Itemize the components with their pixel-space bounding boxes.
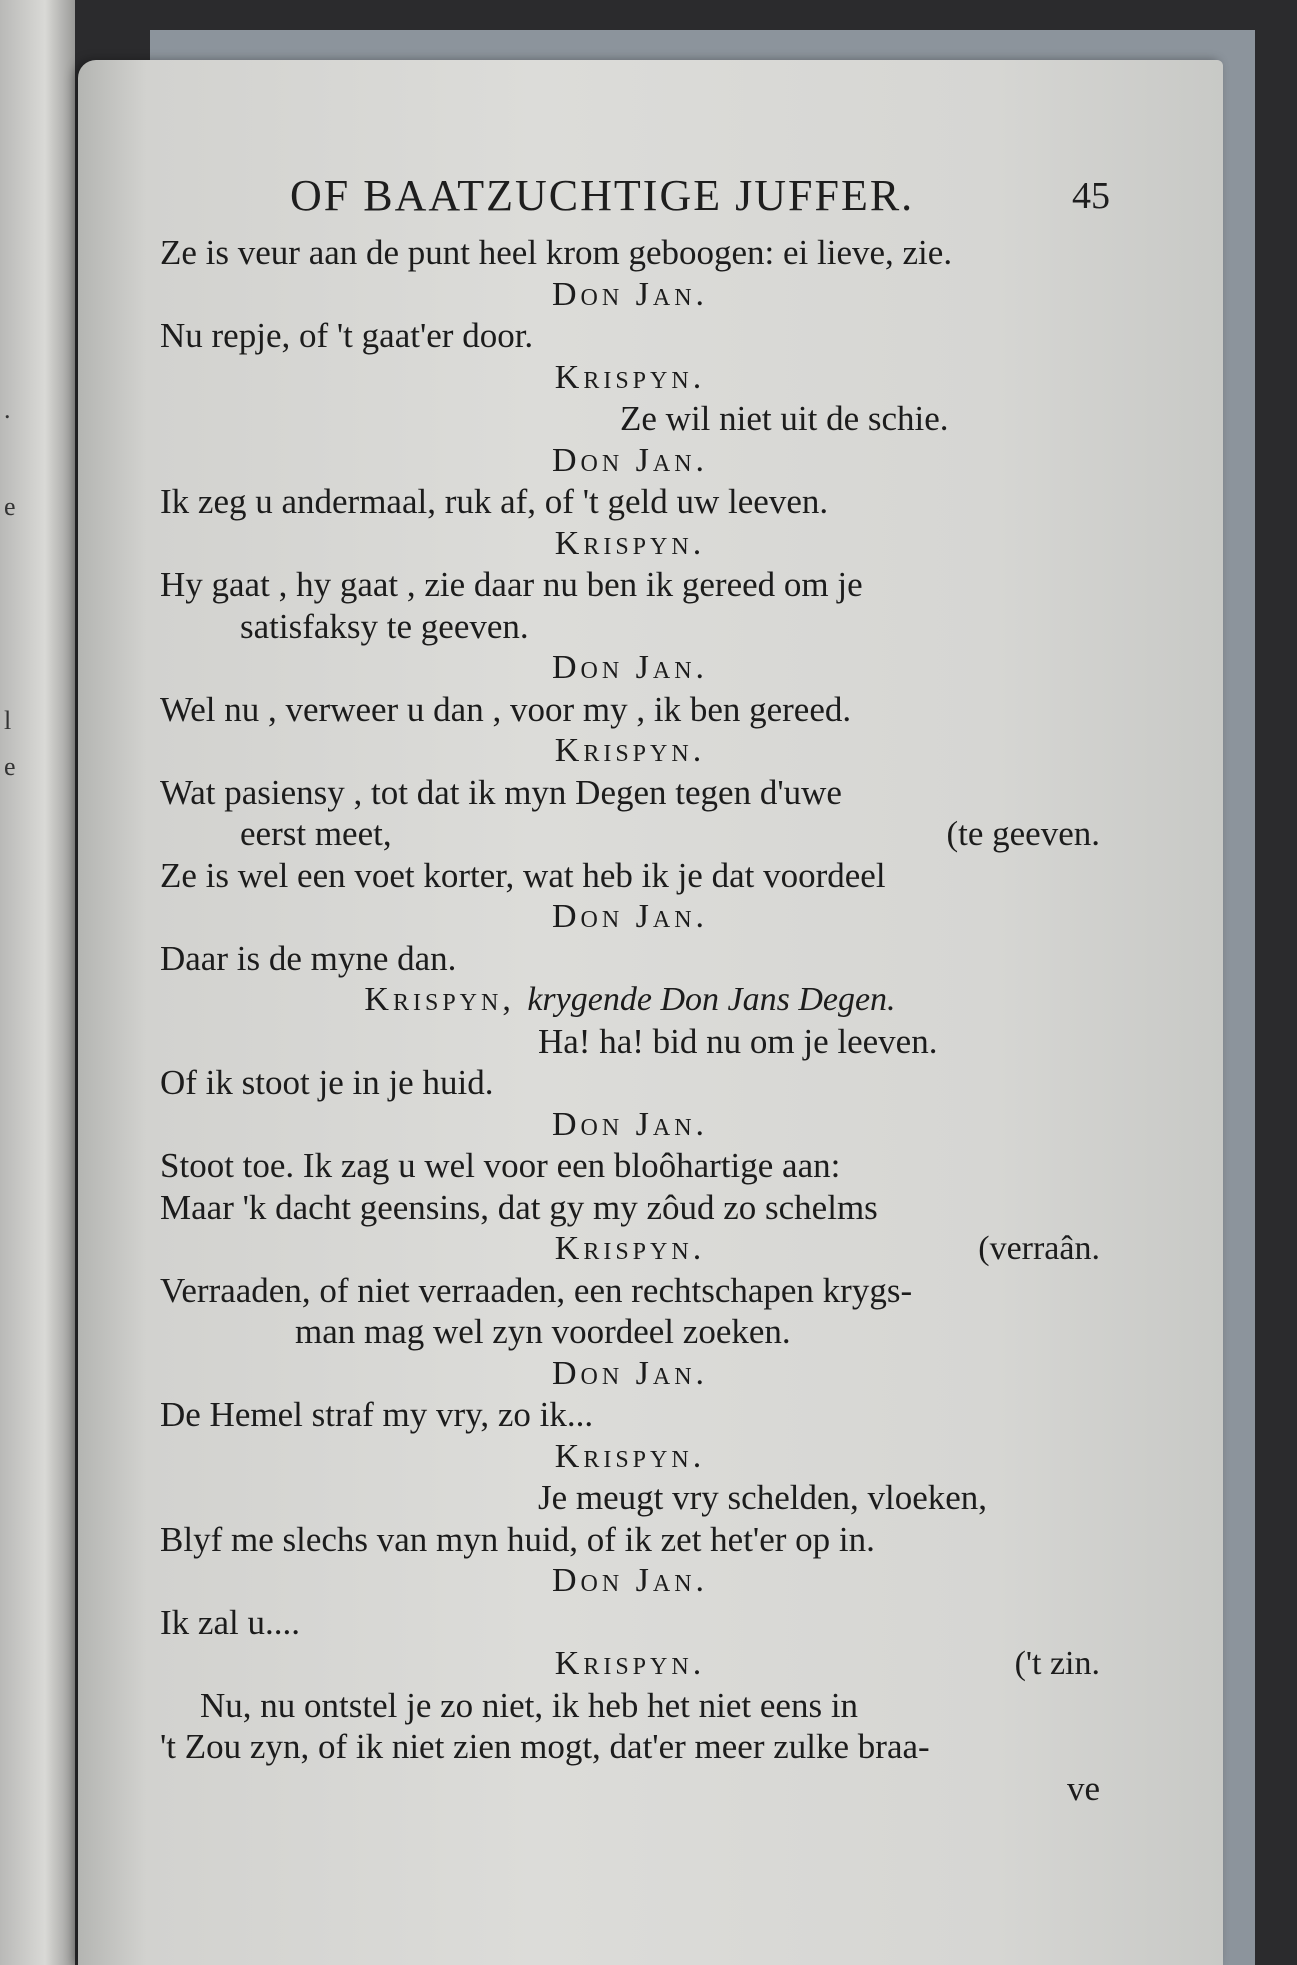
left-page-fragment: . <box>4 395 11 424</box>
verse-line: Verraaden, of niet verraaden, een rechtschapen krygs- <box>160 1270 913 1310</box>
speaker-name: Don Jan. <box>551 441 709 479</box>
speaker-name: Don Jan. <box>551 1562 709 1599</box>
speaker-name: Don Jan. <box>551 275 709 313</box>
running-title: OF BAATZUCHTIGE JUFFER. <box>290 171 915 220</box>
speaker-line <box>160 1228 1100 1270</box>
speaker-name: Krispyn. <box>554 1230 706 1267</box>
verse-line: De Hemel straf my vry, zo ik... <box>160 1395 594 1434</box>
catchword: ve <box>1066 1768 1100 1808</box>
speaker-with-stage-direction <box>160 979 1100 1021</box>
verse-line: Of ik stoot je in je huid. <box>160 1063 494 1102</box>
speaker-name: Don Jan. <box>551 1354 709 1392</box>
verse-line: Daar is de myne dan. <box>160 938 457 978</box>
speaker-name: Don Jan. <box>551 649 709 686</box>
verse-line: Ze wil niet uit de schie. <box>620 399 949 438</box>
verse-line: Ze is wel een voet korter, wat heb ik je dat voordeel <box>160 855 886 895</box>
verse-line: Wat pasiensy , tot dat ik myn Degen tegen d'uwe <box>160 772 842 812</box>
speaker-line <box>160 1643 1100 1685</box>
verse-line: Nu, nu ontstel je zo niet, ik heb het niet eens in <box>200 1685 859 1725</box>
turnover-text: (verraân. <box>978 1230 1100 1267</box>
verse-line: Ha! ha! bid nu om je leeven. <box>538 1021 938 1061</box>
stage-direction: krygende Don Jans Degen. <box>527 981 896 1018</box>
verse-line: Hy gaat , hy gaat , zie daar nu ben ik gereed om je <box>160 565 863 604</box>
speaker-name: Don Jan. <box>551 898 709 935</box>
speaker-name: Krispyn, <box>364 981 515 1018</box>
speaker-name: Krispyn. <box>554 1437 706 1475</box>
turnover-text: ('t zin. <box>1014 1645 1100 1682</box>
page-number: 45 <box>1072 175 1110 217</box>
verse-line: Wel nu , verweer u dan , voor my , ik ben gereed. <box>160 689 852 729</box>
verse-text: eerst meet, <box>240 814 392 853</box>
page-header <box>290 170 1110 222</box>
left-page-fragment: l <box>4 706 12 735</box>
verse-line: Ze is veur aan de punt heel krom geboogen: ei lieve, zie. <box>160 233 953 272</box>
verse-line: Ik zeg u andermaal, ruk af, of 't geld uw leeven. <box>160 482 829 521</box>
verse-line: Ik zal u.... <box>160 1602 300 1642</box>
verse-line: Stoot toe. Ik zag u wel voor een bloôhartige aan: <box>160 1146 841 1185</box>
verse-line: satisfaksy te geeven. <box>240 606 529 646</box>
verse-line <box>160 813 1100 855</box>
play-text <box>160 232 1100 1809</box>
left-page-fragment: e <box>4 492 16 521</box>
verse-line: Blyf me slechs van myn huid, of ik zet het'er op in. <box>160 1519 875 1559</box>
verse-line: Je meugt vry schelden, vloeken, <box>538 1478 988 1517</box>
speaker-name: Krispyn. <box>554 358 706 396</box>
verse-line: man mag wel zyn voordeel zoeken. <box>295 1312 791 1351</box>
verse-line: Maar 'k dacht geensins, dat gy my zôud zo schelms <box>160 1187 878 1227</box>
turnover-text: (te geeven. <box>946 814 1100 853</box>
left-page-fragment: e <box>4 752 16 781</box>
verse-line: 't Zou zyn, of ik niet zien mogt, dat'er meer zulke braa- <box>160 1727 930 1766</box>
speaker-name: Don Jan. <box>551 1105 709 1143</box>
verse-line: Nu repje, of 't gaat'er door. <box>160 316 534 355</box>
left-page-edge <box>0 0 75 1965</box>
speaker-name: Krispyn. <box>554 1645 706 1682</box>
speaker-name: Krispyn. <box>554 524 706 562</box>
speaker-name: Krispyn. <box>554 732 706 769</box>
